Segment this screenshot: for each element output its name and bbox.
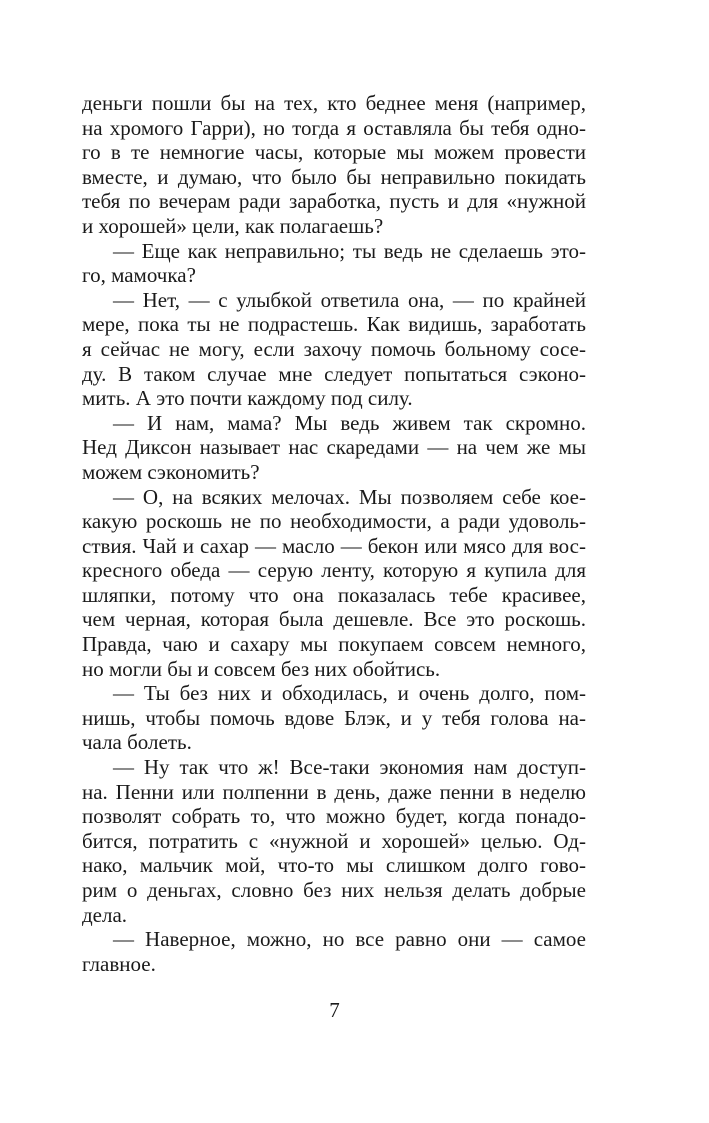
text-line: и хорошей» цели, как полагаешь? <box>82 213 384 238</box>
text-line: нишь, чтобы помочь вдове Блэк, и у тебя голова на- <box>82 705 586 730</box>
text-line: дела. <box>82 902 128 927</box>
text-line: я сейчас не могу, если захочу помочь больному сосе- <box>82 336 586 361</box>
text-line: какую роскошь не по необходимости, а ради удоволь- <box>82 509 586 534</box>
text-line: ду. В таком случае мне следует попытаться сэконо- <box>82 361 586 386</box>
text-line: — И нам, мама? Мы ведь живем так скромно. <box>113 410 586 435</box>
text-line: вместе, и думаю, что было бы неправильно покидать <box>82 164 586 189</box>
text-line: — Еще как неправильно; ты ведь не сделаешь это- <box>113 238 586 263</box>
text-line: го, мамочка? <box>82 263 196 288</box>
text-line: мере, пока ты не подрастешь. Как видишь, заработать <box>82 312 586 337</box>
text-line: чала болеть. <box>82 730 192 755</box>
text-line: на хромого Гарри), но тогда я оставляла бы тебя одно- <box>82 115 586 140</box>
text-line: — Ты без них и обходилась, и очень долго, пом- <box>113 681 586 706</box>
text-line: — Наверное, можно, но все равно они — самое <box>113 927 586 952</box>
paragraph <box>82 411 586 485</box>
text-line: чем черная, которая была дешевле. Все это роскошь. <box>82 607 586 632</box>
text-line: тебя по вечерам ради заработка, пусть и для «нужной <box>82 189 586 214</box>
page-number: 7 <box>329 998 340 1022</box>
text-line: мить. А это почти каждому под силу. <box>82 386 413 411</box>
text-line: деньги пошли бы на тех, кто беднее меня (например, <box>82 91 586 115</box>
text-line: шляпки, потому что она показалась тебе красивее, <box>82 582 586 607</box>
paragraph <box>82 91 586 239</box>
text-line: — Ну так что ж! Все-таки экономия нам доступ- <box>113 755 586 780</box>
paragraph <box>82 485 586 682</box>
text-line: на. Пенни или полпенни в день, даже пенни в неделю <box>82 779 586 804</box>
text-line: — О, на всяких мелочах. Мы позволяем себе кое- <box>113 484 586 509</box>
text-line: го в те немногие часы, которые мы можем провести <box>82 140 586 165</box>
text-line: — Нет, — с улыбкой ответила она, — по крайней <box>113 287 586 312</box>
text-line: главное. <box>82 951 156 976</box>
text-line: позволят собрать то, что можно будет, когда понадо- <box>82 804 586 829</box>
text-line: нако, мальчик мой, что-то мы слишком долго гово- <box>82 853 586 878</box>
paragraph <box>82 927 586 976</box>
text-line: Нед Диксон называет нас скаредами — на чем же мы <box>82 435 586 460</box>
paragraph <box>82 755 586 927</box>
text-line: Правда, чаю и сахару мы покупаем совсем немного, <box>82 632 586 657</box>
paragraph <box>82 239 586 288</box>
page-body <box>82 91 586 976</box>
paragraph <box>82 681 586 755</box>
text-line: кресного обеда — серую ленту, которую я купила для <box>82 558 586 583</box>
text-line: бится, потратить с «нужной и хорошей» целью. Од- <box>82 828 586 853</box>
text-line: можем сэкономить? <box>82 459 260 484</box>
paragraph <box>82 288 586 411</box>
text-line: рим о деньгах, словно без них нельзя делать добрые <box>82 878 586 902</box>
text-line: но могли бы и совсем без них обойтись. <box>82 656 441 681</box>
text-line: ствия. Чай и сахар — масло — бекон или мясо для вос- <box>82 533 586 558</box>
